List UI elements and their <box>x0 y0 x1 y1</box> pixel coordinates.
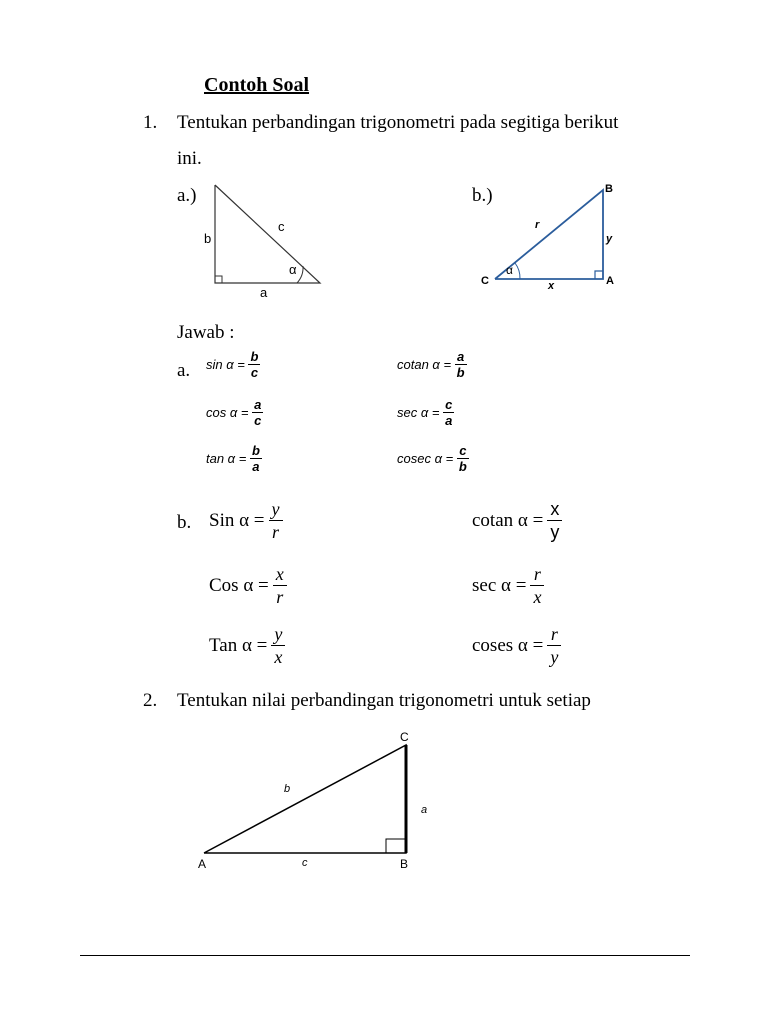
formula-a-cos: cos α = $\frac{a}{c}$ <box>206 397 262 428</box>
formula-a-sin: sin α = $\frac{b}{c}$ <box>206 349 259 380</box>
triangle-b-side-x: x <box>548 280 555 292</box>
triangle-2-vertex-C: C <box>400 730 409 744</box>
triangle-b-vertex-A: A <box>606 275 614 287</box>
triangle-a-angle: α <box>289 262 297 277</box>
footer-divider <box>80 955 690 956</box>
triangle-2-vertex-A: A <box>198 857 207 871</box>
triangle-b-diagram <box>475 180 625 295</box>
triangle-a-diagram <box>195 180 330 305</box>
question-2-number: 2. <box>143 690 158 711</box>
formula-a-cotan: cotan α = $\frac{a}{b}$ <box>397 349 465 380</box>
triangle-b-side-y: y <box>606 233 613 245</box>
formula-b-sin: Sin α = $\frac{y}{r}$ <box>209 500 283 541</box>
answer-heading: Jawab : <box>177 322 235 343</box>
formula-b-cos: Cos α = $\frac{x}{r}$ <box>209 565 287 606</box>
triangle-b-angle: α <box>506 263 513 277</box>
triangle-2-vertex-B: B <box>400 857 409 871</box>
triangle-2-diagram <box>190 725 440 875</box>
question-1-text-line1: Tentukan perbandingan trigonometri pada segitiga berikut <box>177 112 619 133</box>
formula-b-cotan: cotan α = $\frac{x}{y}$ <box>472 500 562 541</box>
triangle-2-side-c: c <box>302 857 308 869</box>
triangle-a-side-c: c <box>278 219 285 234</box>
formula-b-tan: Tan α = $\frac{y}{x}$ <box>209 625 285 666</box>
formula-a-tan: tan α = $\frac{b}{a}$ <box>206 443 260 474</box>
triangle-b-vertex-B: B <box>605 183 613 195</box>
page-title: Contoh Soal <box>204 74 310 96</box>
formula-a-cosec: cosec α = $\frac{c}{b}$ <box>397 443 467 474</box>
triangle-2-side-b: b <box>284 783 291 795</box>
formula-b-sec: sec α = $\frac{r}{x}$ <box>472 565 544 606</box>
question-1-number: 1. <box>143 112 158 133</box>
answer-a-label: a. <box>177 360 191 381</box>
formula-a-sec: sec α = $\frac{c}{a}$ <box>397 397 453 428</box>
label-b: b.) <box>472 185 493 206</box>
triangle-b-vertex-C: C <box>481 275 489 287</box>
question-1-text-line2: ini. <box>177 148 202 169</box>
question-2-text: Tentukan nilai perbandingan trigonometri untuk setiap <box>177 690 591 711</box>
triangle-a-side-b: b <box>204 231 212 246</box>
triangle-b-side-r: r <box>535 219 540 231</box>
label-a: a.) <box>177 185 197 206</box>
formula-b-coses: coses α = $\frac{r}{y}$ <box>472 625 561 666</box>
triangle-2-side-a: a <box>421 804 428 816</box>
answer-b-label: b. <box>177 512 192 533</box>
triangle-a-side-a: a <box>260 285 268 300</box>
